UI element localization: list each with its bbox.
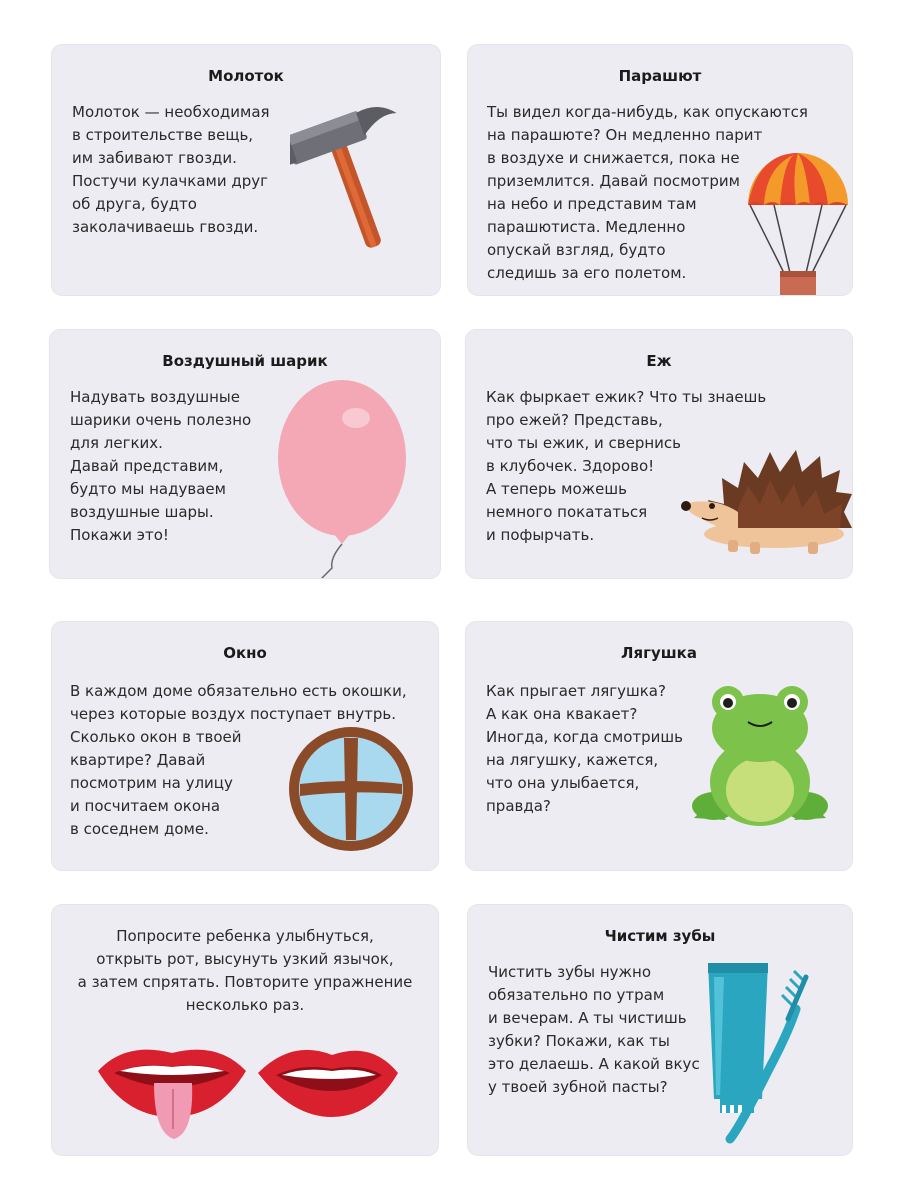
card-teeth — [468, 905, 852, 1155]
card-title: Окно — [223, 644, 267, 662]
card-text: Чистить зубы нужно обязательно по утрам и вечерам. А ты чистишь зубки? Покажи, как ты это делаешь. А какой вкус у твоей зубной пасты? — [488, 963, 700, 1096]
card-text: Как прыгает лягушка? А как она квакает? Иногда, когда смотришь на лягушку, кажется, что она улыбается, правда? — [486, 682, 683, 815]
card-mouth — [52, 905, 438, 1155]
card-text: Молоток — необходимая в строительстве вещь, им забивают гвозди. Постучи кулачками друг об друга, будто заколачиваешь гвозди. — [72, 103, 270, 236]
card-title: Воздушный шарик — [162, 352, 328, 370]
card-text: Попросите ребенка улыбнуться, открыть рот, высунуть узкий язычок, а затем спрятать. Повторите упражнение несколько раз. — [77, 927, 413, 1014]
card-hammer — [52, 45, 440, 295]
card-title: Чистим зубы — [604, 927, 716, 945]
parachute-icon — [744, 145, 852, 295]
hammer-icon — [290, 103, 420, 253]
card-text: В каждом доме обязательно есть окошки, через которые воздух поступает внутрь. Сколько окон в твоей квартире? Давай посмотрим на улицу и посчитаем окона в соседнем доме. — [70, 682, 407, 838]
card-parachute — [468, 45, 852, 295]
card-balloon — [50, 330, 440, 578]
hedgehog-icon — [678, 438, 852, 558]
card-text: Надувать воздушные шарики очень полезно для легких. Давай представим, будто мы надуваем воздушные шары. Покажи это! — [70, 388, 252, 544]
frog-icon — [690, 682, 830, 830]
round-window-icon — [286, 724, 416, 854]
card-title: Молоток — [208, 67, 284, 85]
lips-icon — [96, 1033, 400, 1145]
card-title: Лягушка — [621, 644, 697, 662]
card-title: Парашют — [618, 67, 702, 85]
card-hedgehog — [466, 330, 852, 578]
balloon-icon — [274, 378, 414, 578]
card-text: Как фыркает ежик? Что ты знаешь про ежей? Представь, что ты ежик, и свернись в клубочек. Здорово! А теперь можешь немного покататься и пофырчать. — [486, 388, 767, 544]
card-title: Еж — [646, 352, 672, 370]
card-frog — [466, 622, 852, 870]
card-text: Ты видел когда-нибудь, как опускаются на парашюте? Он медленно парит в воздухе и снижается, пока не приземлится. Давай посмотрим на небо и представим там парашютиста. Медленно опускай взгляд, будто следишь за его полетом. — [487, 103, 808, 282]
toothbrush-icon — [700, 957, 824, 1147]
card-window — [52, 622, 438, 870]
